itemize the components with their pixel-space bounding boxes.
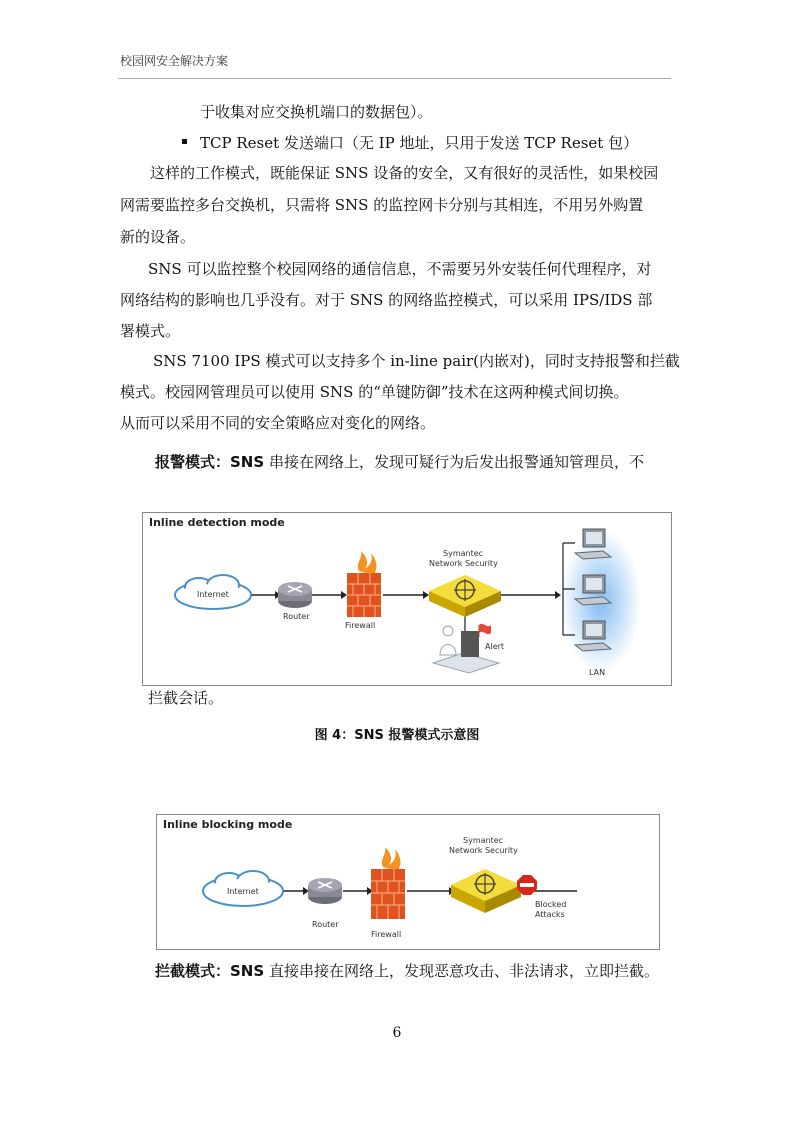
firewall-label: Firewall xyxy=(371,930,402,939)
text-line: 拦截会话。 xyxy=(148,689,224,707)
block-stop-icon xyxy=(517,875,537,895)
sns-label-line1: Symantec xyxy=(443,549,484,558)
page-number: 6 xyxy=(392,1025,402,1041)
lan-label: LAN xyxy=(589,668,606,677)
text-line xyxy=(155,961,659,981)
firewall-label: Firewall xyxy=(345,621,376,630)
router-label: Router xyxy=(283,612,310,621)
text-line: 署模式。 xyxy=(120,322,181,340)
figure-title: Inline blocking mode xyxy=(163,818,293,831)
firewall-icon xyxy=(371,847,405,919)
mode-description: 串接在网络上，发现可疑行为后发出报警通知管理员，不 xyxy=(264,453,644,471)
sns-label-line2: Network Security xyxy=(429,559,498,568)
text-line: 模式。校园网管理员可以使用 SNS 的“单键防御”技术在这两种模式间切换。 xyxy=(120,383,629,401)
figure-caption: 图 4：SNS 报警模式示意图 xyxy=(314,728,480,743)
bullet-text: TCP Reset 发送端口（无 IP 地址，只用于发送 TCP Reset 包） xyxy=(200,134,639,152)
mode-description: 直接串接在网络上，发现恶意攻击、非法请求，立即拦截。 xyxy=(264,962,659,980)
inline-blocking-figure xyxy=(156,814,660,950)
text-line: SNS 7100 IPS 模式可以支持多个 in-line pair(内嵌对)，同时支持报警和拦截 xyxy=(153,352,680,370)
alert-label: Alert xyxy=(485,642,505,651)
router-icon xyxy=(278,582,312,608)
text-line: 从而可以采用不同的安全策略应对变化的网络。 xyxy=(120,414,436,432)
header-rule xyxy=(118,78,671,79)
blocked-label-line2: Attacks xyxy=(535,910,565,919)
internet-label: Internet xyxy=(227,887,259,896)
mode-label: 拦截模式：SNS xyxy=(155,962,265,980)
router-icon xyxy=(308,878,342,904)
text-line: 新的设备。 xyxy=(120,228,196,246)
figure-title: Inline detection mode xyxy=(149,516,285,529)
text-line: SNS 可以监控整个校园网络的通信信息，不需要另外安装任何代理程序，对 xyxy=(148,260,652,278)
detection-diagram xyxy=(143,513,671,685)
sns-label-line1: Symantec xyxy=(463,836,504,845)
text-line: 这样的工作模式，既能保证 SNS 设备的安全，又有很好的灵活性，如果校园 xyxy=(150,164,659,182)
sns-label-line2: Network Security xyxy=(449,846,518,855)
firewall-icon xyxy=(347,551,381,617)
blocking-diagram xyxy=(157,815,659,949)
blocked-label-line1: Blocked xyxy=(535,900,567,909)
inline-detection-figure xyxy=(142,512,672,686)
text-line: 网络结构的影响也几乎没有。对于 SNS 的网络监控模式，可以采用 IPS/IDS 部 xyxy=(120,291,653,309)
running-header: 校园网安全解决方案 xyxy=(120,54,229,68)
sns-appliance-icon xyxy=(451,869,521,913)
mode-label: 报警模式：SNS xyxy=(155,453,265,471)
sns-appliance-icon xyxy=(429,575,501,617)
bullet-marker xyxy=(182,139,187,144)
text-line: 网需要监控多台交换机，只需将 SNS 的监控网卡分别与其相连，不用另外购置 xyxy=(120,196,644,214)
router-label: Router xyxy=(312,920,339,929)
text-line: 于收集对应交换机端口的数据包）。 xyxy=(200,103,433,121)
text-line xyxy=(155,452,644,472)
internet-label: Internet xyxy=(197,590,229,599)
